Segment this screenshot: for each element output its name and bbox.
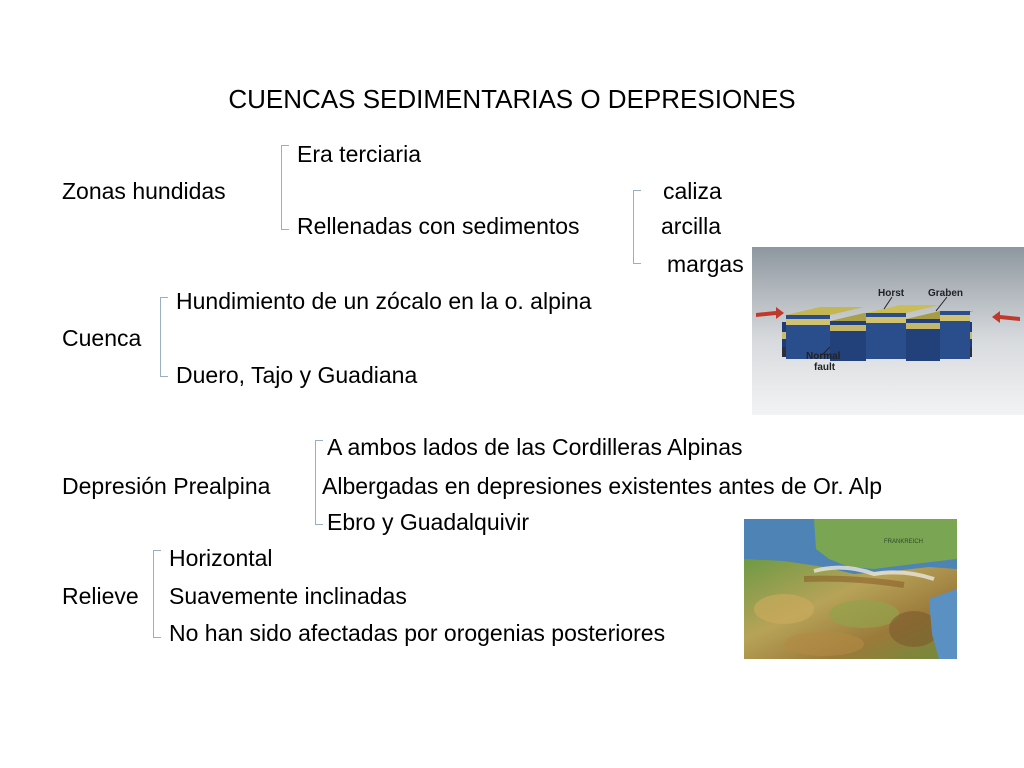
cuenca-item-rios: Duero, Tajo y Guadiana — [176, 362, 418, 388]
zonas-item-era: Era terciaria — [297, 141, 421, 167]
relieve-item-horizontal: Horizontal — [169, 545, 273, 571]
normal-fault-label-2: fault — [814, 362, 836, 373]
sediment-caliza: caliza — [663, 178, 722, 204]
horst-label: Horst — [878, 288, 905, 299]
prealpina-item-ebro: Ebro y Guadalquivir — [327, 509, 529, 535]
sediment-margas: margas — [667, 251, 744, 277]
prealpina-brace — [315, 440, 316, 525]
relieve-item-inclinadas: Suavemente inclinadas — [169, 583, 407, 609]
cuenca-brace — [160, 297, 161, 377]
sediments-brace — [633, 190, 634, 264]
graben-label: Graben — [928, 288, 964, 299]
relieve-item-orogenias: No han sido afectadas por orogenias posteriores — [169, 620, 666, 646]
sediment-arcilla: arcilla — [661, 213, 722, 239]
horst-graben-diagram — [752, 247, 1024, 415]
normal-fault-label-1: Normal — [806, 351, 841, 362]
relief-map-image — [744, 519, 957, 659]
zonas-brace — [281, 145, 282, 230]
cuenca-item-hundimiento: Hundimiento de un zócalo en la o. alpina — [176, 288, 592, 314]
cuenca-label: Cuenca — [62, 325, 142, 351]
zonas-hundidas-label: Zonas hundidas — [62, 178, 226, 204]
prealpina-label: Depresión Prealpina — [62, 473, 271, 499]
relieve-brace — [153, 550, 154, 638]
slide-title: CUENCAS SEDIMENTARIAS O DEPRESIONES — [228, 84, 796, 114]
prealpina-item-ambos: A ambos lados de las Cordilleras Alpinas — [327, 434, 743, 460]
prealpina-item-albergadas: Albergadas en depresiones existentes antes de Or. Alp — [322, 473, 883, 499]
zonas-item-rellenadas: Rellenadas con sedimentos — [297, 213, 580, 239]
france-label: FRANKREICH — [884, 539, 924, 545]
relieve-label: Relieve — [62, 583, 139, 609]
